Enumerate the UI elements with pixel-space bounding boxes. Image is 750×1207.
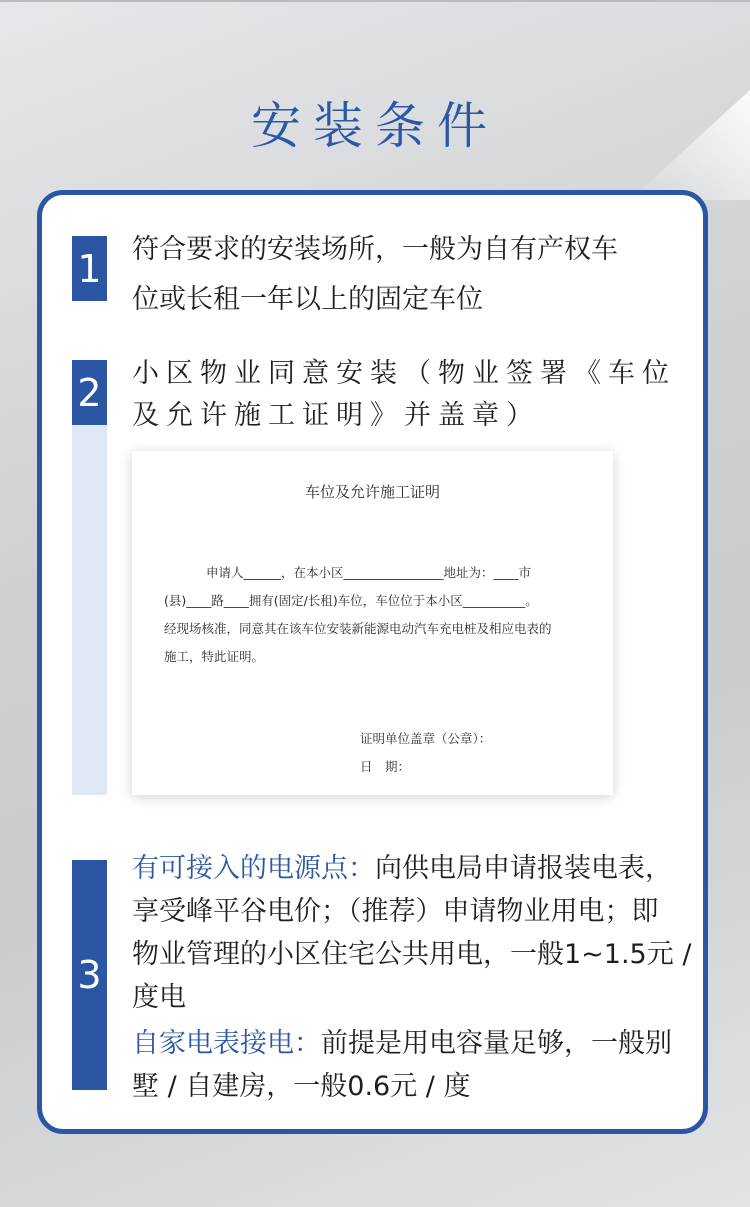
conditions-card <box>37 190 708 1134</box>
certificate-stamp-label: 证明单位盖章（公章）： <box>360 731 492 746</box>
item-3-option-1-line-4: 度电 <box>132 982 186 1013</box>
certificate-footer <box>360 725 491 781</box>
item-3-option-2-text-1: 前提是用电容量足够，一般别 <box>321 1028 672 1059</box>
item-3-text <box>132 847 691 1108</box>
certificate-body <box>164 559 594 671</box>
item-3-option-1-line-3: 物业管理的小区住宅公共用电，一般1~1.5元 / <box>132 939 692 970</box>
certificate-line-4: 施工，特此证明。 <box>164 649 265 664</box>
page-title: 安装条件 <box>251 97 499 155</box>
item-3-option-2-line-2: 墅 / 自建房，一般0.6元 / 度 <box>132 1071 471 1102</box>
certificate-line-3: 经现场核准，同意其在该车位安装新能源电动汽车充电桩及相应电表的 <box>164 621 552 636</box>
item-1-line-1: 符合要求的安装场所，一般为自有产权车 <box>132 234 618 265</box>
item-1-text <box>132 225 618 325</box>
certificate-line-2: (县)____路____拥有(固定/长租)车位，车位位于本小区__________。 <box>164 593 538 608</box>
certificate-document <box>132 451 613 795</box>
item-3-number: 3 <box>72 860 107 1090</box>
item-3-option-2-label: 自家电表接电： <box>132 1028 321 1059</box>
item-2-strip <box>72 425 107 795</box>
item-3-option-1-text-1: 向供电局申请报装电表， <box>375 853 672 884</box>
top-divider <box>0 0 750 2</box>
item-3-option-1-label: 有可接入的电源点： <box>132 853 375 884</box>
item-3-option-2-line-1 <box>132 1022 691 1065</box>
item-3-option-1-line-2: 享受峰平谷电价；（推荐）申请物业用电；即 <box>132 896 659 927</box>
item-2-line-2: 及允许施工证明》并盖章） <box>132 400 540 431</box>
item-3-option-1-line-1 <box>132 847 691 890</box>
certificate-title: 车位及允许施工证明 <box>304 483 440 501</box>
item-2-line-1: 小区物业同意安装（物业签署《车位 <box>132 358 676 389</box>
item-2-text <box>132 353 676 437</box>
item-2-number: 2 <box>72 360 107 425</box>
certificate-date-label: 日 期： <box>360 759 411 774</box>
item-1-line-2: 位或长租一年以上的固定车位 <box>132 284 483 315</box>
certificate-line-1: 申请人______，在本小区________________地址为：____市 <box>206 565 532 580</box>
item-1-number: 1 <box>72 236 107 301</box>
